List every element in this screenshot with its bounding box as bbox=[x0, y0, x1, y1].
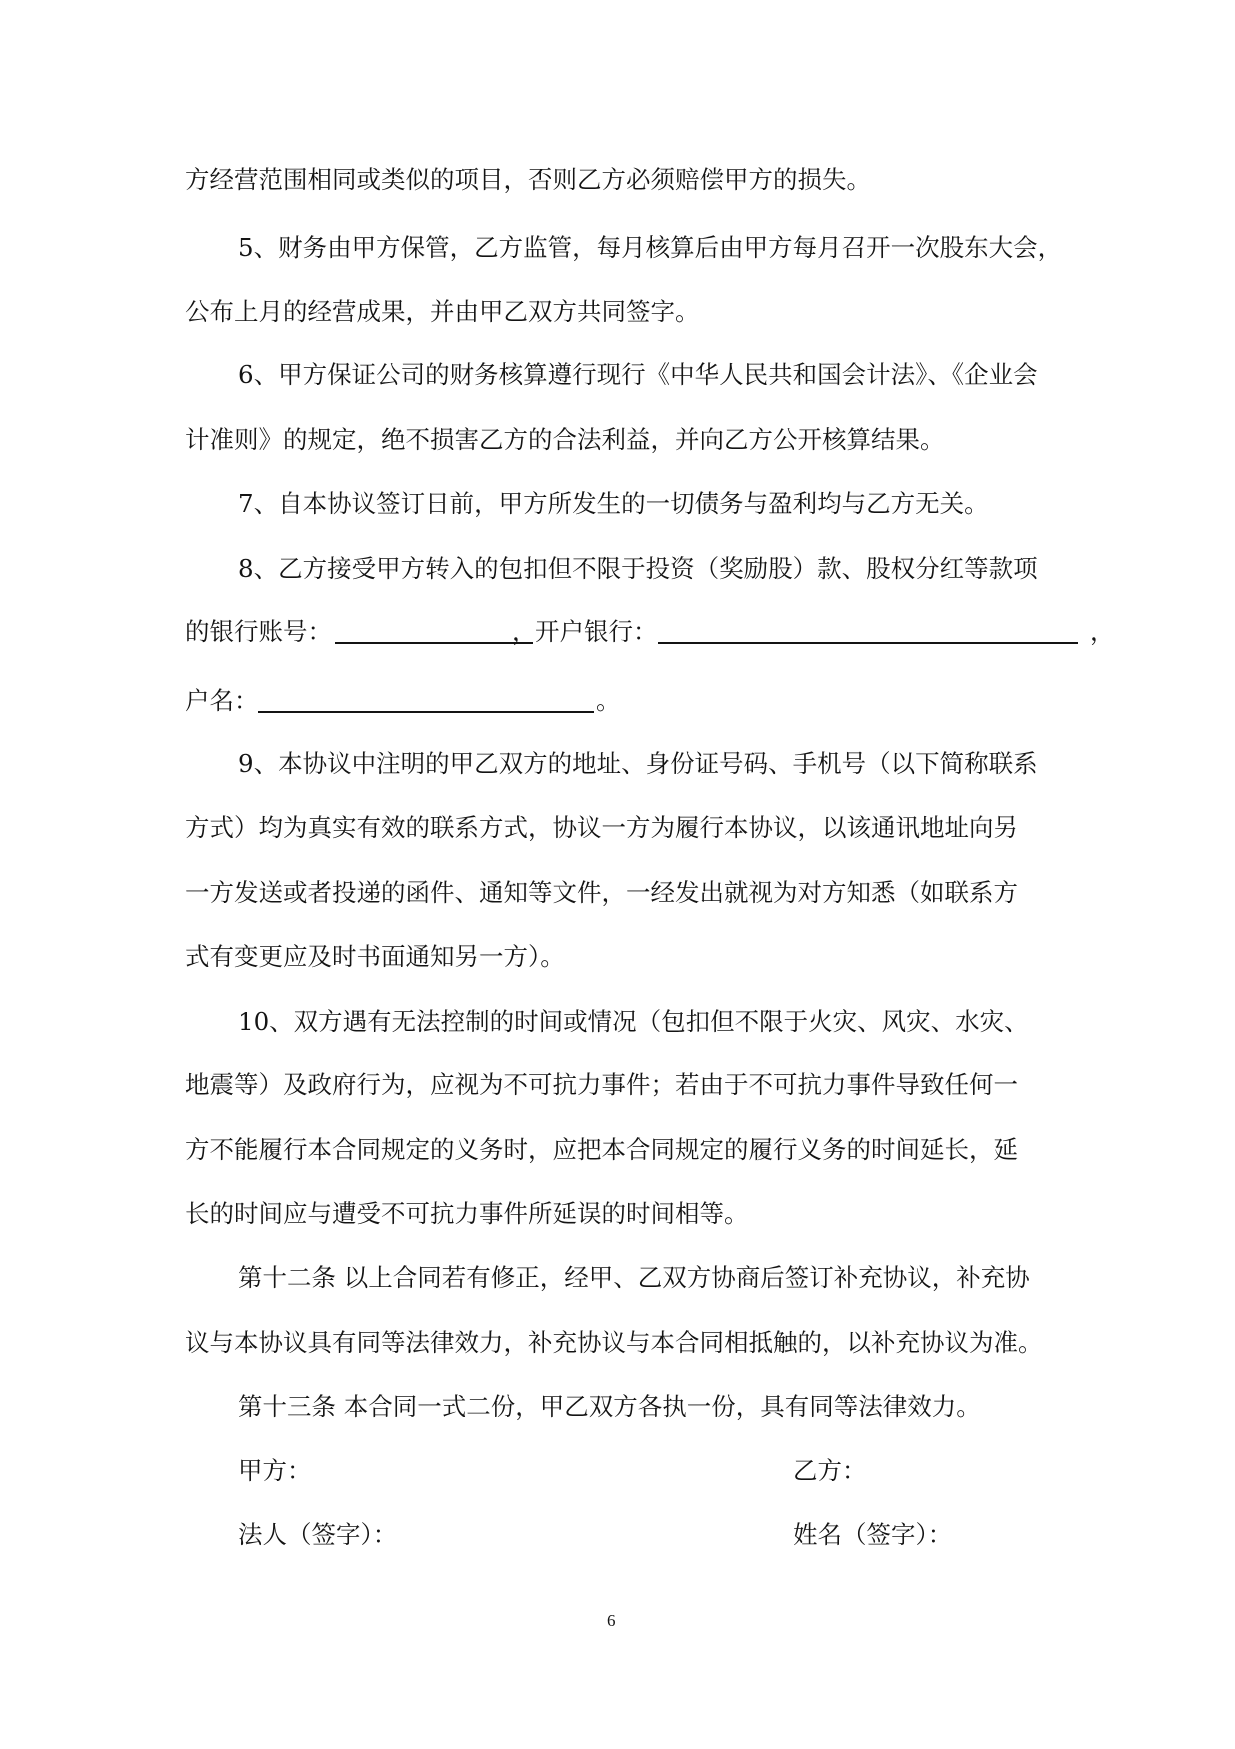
account-name-trailing-period: 。 bbox=[596, 686, 621, 715]
account-name-blank bbox=[258, 711, 594, 713]
bank-name-label: 开户银行： bbox=[535, 617, 658, 646]
party-a-label: 甲方： bbox=[238, 1456, 312, 1485]
clause-10-line-2: 地震等）及政府行为，应视为不可抗力事件；若由于不可抗力事件导致任何一 bbox=[185, 1070, 1018, 1099]
clause-10-line-4: 长的时间应与遭受不可抗力事件所延误的时间相等。 bbox=[185, 1199, 749, 1228]
article-12-line-1: 第十二条 以上合同若有修正，经甲、乙双方协商后签订补充协议，补充协 bbox=[238, 1263, 1030, 1292]
article-12-line-2: 议与本协议具有同等法律效力，补充协议与本合同相抵触的，以补充协议为准。 bbox=[185, 1328, 1043, 1357]
article-13-line-1: 第十三条 本合同一式二份，甲乙双方各执一份，具有同等法律效力。 bbox=[238, 1392, 981, 1421]
bank-account-label: 的银行账号： bbox=[185, 617, 332, 646]
clause-9-line-2: 方式）均为真实有效的联系方式，协议一方为履行本协议，以该通讯地址向另 bbox=[185, 813, 1018, 842]
bank-name-blank bbox=[658, 642, 1078, 644]
clause-10-line-3: 方不能履行本合同规定的义务时，应把本合同规定的履行义务的时间延长，延 bbox=[185, 1135, 1018, 1164]
bank-account-separator: ， bbox=[512, 617, 537, 646]
clause-7-line-1: 7、自本协议签订日前，甲方所发生的一切债务与盈利均与乙方无关。 bbox=[238, 489, 989, 518]
party-b-label: 乙方： bbox=[793, 1456, 867, 1485]
paragraph-4-tail: 方经营范围相同或类似的项目，否则乙方必须赔偿甲方的损失。 bbox=[185, 165, 871, 194]
party-a-signature-label: 法人（签字）： bbox=[238, 1520, 398, 1549]
clause-6-line-1: 6、甲方保证公司的财务核算遵行现行《中华人民共和国会计法》、《企业会 bbox=[238, 360, 1038, 389]
bank-name-trailing-comma: ， bbox=[1090, 617, 1115, 646]
clause-5-line-1: 5、财务由甲方保管，乙方监管，每月核算后由甲方每月召开一次股东大会， bbox=[238, 233, 1063, 262]
clause-10-line-1: 10、双方遇有无法控制的时间或情况（包扣但不限于火灾、风灾、水灾、 bbox=[238, 1007, 1029, 1036]
clause-9-line-1: 9、本协议中注明的甲乙双方的地址、身份证号码、手机号（以下简称联系 bbox=[238, 749, 1038, 778]
page-number: 6 bbox=[607, 1611, 616, 1630]
clause-8-line-1: 8、乙方接受甲方转入的包扣但不限于投资（奖励股）款、股权分红等款项 bbox=[238, 554, 1038, 583]
clause-9-line-3: 一方发送或者投递的函件、通知等文件，一经发出就视为对方知悉（如联系方 bbox=[185, 878, 1018, 907]
party-b-signature-label: 姓名（签字）： bbox=[793, 1520, 953, 1549]
clause-6-line-2: 计准则》的规定，绝不损害乙方的合法利益，并向乙方公开核算结果。 bbox=[185, 425, 945, 454]
clause-9-line-4: 式有变更应及时书面通知另一方）。 bbox=[185, 942, 565, 971]
clause-5-line-2: 公布上月的经营成果，并由甲乙双方共同签字。 bbox=[185, 297, 700, 326]
account-name-label: 户名： bbox=[185, 686, 259, 715]
bank-account-blank bbox=[335, 642, 533, 644]
